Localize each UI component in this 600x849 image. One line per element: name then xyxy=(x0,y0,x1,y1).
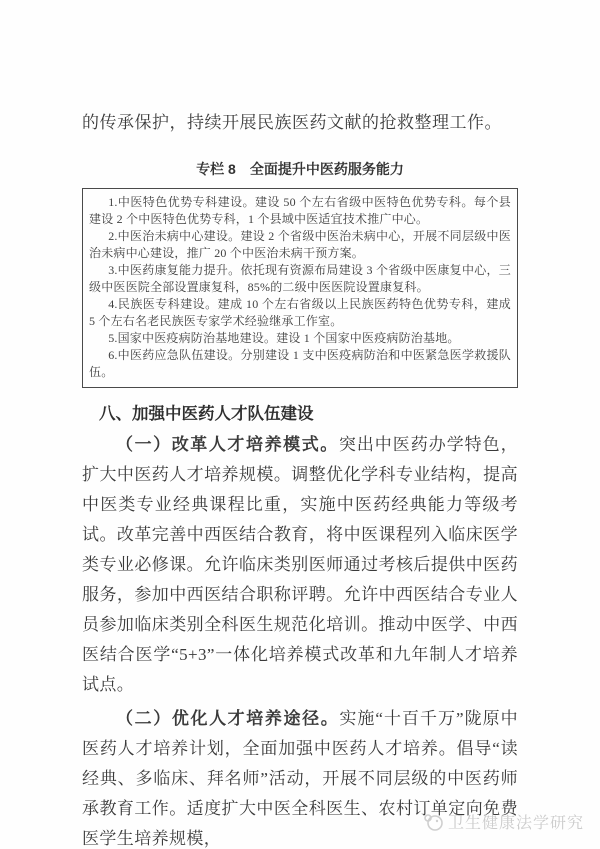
publisher-logo-icon xyxy=(422,812,444,832)
column-box-item: 3.中医药康复能力提升。依托现有资源布局建设 3 个省级中医康复中心，三级中医医院全部设置康复科，85%的二级中医医院设置康复科。 xyxy=(89,263,511,294)
column-box-item: 6.中医药应急队伍建设。分别建设 1 支中医疫病防治和中医紧急医学救援队伍。 xyxy=(89,348,511,379)
paragraph-lead: （二）优化人才培养途径。 xyxy=(116,709,340,728)
paragraph-body: 实施“十百千万”陇原中医药人才培养计划，全面加强中医药人才培养。倡导“读经典、多临床、拜名师”活动，开展不同层级的中医药师承教育工作。适度扩大中医全科医生、农村订单定向免费医学生培养规模， xyxy=(82,709,519,848)
column-box-item: 4.民族医专科建设。建成 10 个左右省级以上民族医药特色优势专科，建成 5 个左右名老民族医专家学术经验继承工作室。 xyxy=(89,297,511,328)
column-box-item: 5.国家中医疫病防治基地建设。建设 1 个国家中医疫病防治基地。 xyxy=(108,331,460,345)
paragraph-body: 突出中医药办学特色，扩大中医药人才培养规模。调整优化学科专业结构，提高中医类专业经典课程比重，实施中医药经典能力等级考试。改革完善中西医结合教育，将中医课程列入临床医学类专业必修课。允许临床类别医师通过考核后提供中医药服务，参加中西医结合职称评聘。允许中西医结合专业人员参加临床类别全科医生规范化培训。推动中医学、中西医结合医学“5+3”一体化培养模式改革和九年制人才培养试点。 xyxy=(82,435,519,694)
column-box-title: 专栏 8 全面提升中医药服务能力 xyxy=(196,161,404,177)
column-box xyxy=(82,188,518,388)
intro-paragraph-line: 的传承保护，持续开展民族医药文献的抢救整理工作。 xyxy=(82,113,502,132)
column-box-item: 1.中医特色优势专科建设。建设 50 个左右省级中医特色优势专科。每个县建设 2 个中医特色优势专科，1 个县域中医适宜技术推广中心。 xyxy=(89,195,511,226)
publisher-watermark-text: 卫生健康法学研究 xyxy=(447,815,584,832)
document-content xyxy=(82,0,518,849)
paragraph-lead: （一）改革人才培养模式。 xyxy=(116,435,339,454)
publisher-watermark xyxy=(422,810,584,833)
body-paragraph xyxy=(82,430,518,700)
section-heading: 八、加强中医药人才队伍建设 xyxy=(99,405,314,423)
column-box-item: 2.中医治未病中心建设。建设 2 个省级中医治未病中心，开展不同层级中医治未病中心建设，推广 20 个中医治未病干预方案。 xyxy=(89,229,511,260)
